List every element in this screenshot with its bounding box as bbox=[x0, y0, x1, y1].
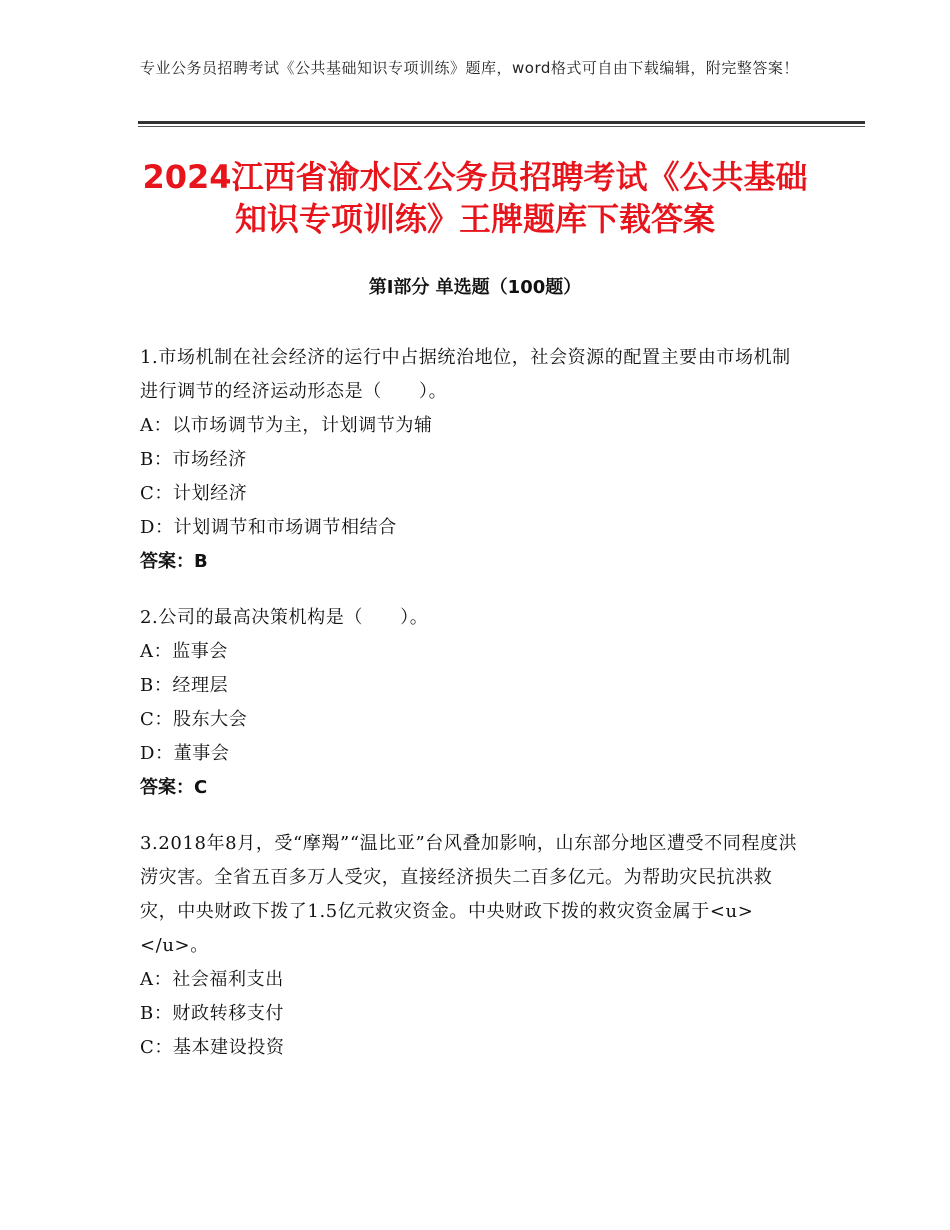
header-note: 专业公务员招聘考试《公共基础知识专项训练》题库，word格式可自由下载编辑，附完整答案！ bbox=[140, 59, 799, 77]
option-d: D：董事会 bbox=[140, 743, 230, 764]
option-b: B：市场经济 bbox=[140, 449, 247, 470]
question-stem: 1.市场机制在社会经济的运行中占据统治地位，社会资源的配置主要由市场机制进行调节的经济运动形态是（ ）。 bbox=[140, 347, 791, 402]
option-c: C：计划经济 bbox=[140, 483, 248, 504]
option-b: B：经理层 bbox=[140, 675, 229, 696]
option-a: A：社会福利支出 bbox=[140, 969, 284, 990]
question-list bbox=[140, 341, 810, 1087]
question-stem: 2.公司的最高决策机构是（ ）。 bbox=[140, 607, 429, 628]
question-1 bbox=[140, 341, 805, 579]
header-rule-thick bbox=[138, 121, 865, 124]
question-stem: 3.2018年8月，受“摩羯”“温比亚”台风叠加影响，山东部分地区遭受不同程度洪涝灾害。全省五百多万人受灾，直接经济损失二百多亿元。为帮助灾民抗洪救灾，中央财政下拨了1.5亿元救灾资金。中央财政下拨的救灾资金属于<u> </u>。 bbox=[140, 833, 810, 956]
option-a: A：以市场调节为主，计划调节为辅 bbox=[140, 415, 433, 436]
document-title: 2024江西省渝水区公务员招聘考试《公共基础知识专项训练》王牌题库下载答案 bbox=[142, 158, 808, 238]
option-c: C：基本建设投资 bbox=[140, 1037, 285, 1058]
option-c: C：股东大会 bbox=[140, 709, 248, 730]
option-d: D：计划调节和市场调节相结合 bbox=[140, 517, 397, 538]
option-b: B：财政转移支付 bbox=[140, 1003, 285, 1024]
answer-label: 答案：C bbox=[140, 777, 208, 798]
header-rule-thin bbox=[138, 126, 865, 127]
question-2 bbox=[140, 601, 805, 805]
answer-label: 答案：B bbox=[140, 551, 208, 572]
section-heading: 第Ⅰ部分 单选题（100题） bbox=[368, 277, 582, 298]
option-a: A：监事会 bbox=[140, 641, 228, 662]
question-3 bbox=[140, 827, 810, 1065]
